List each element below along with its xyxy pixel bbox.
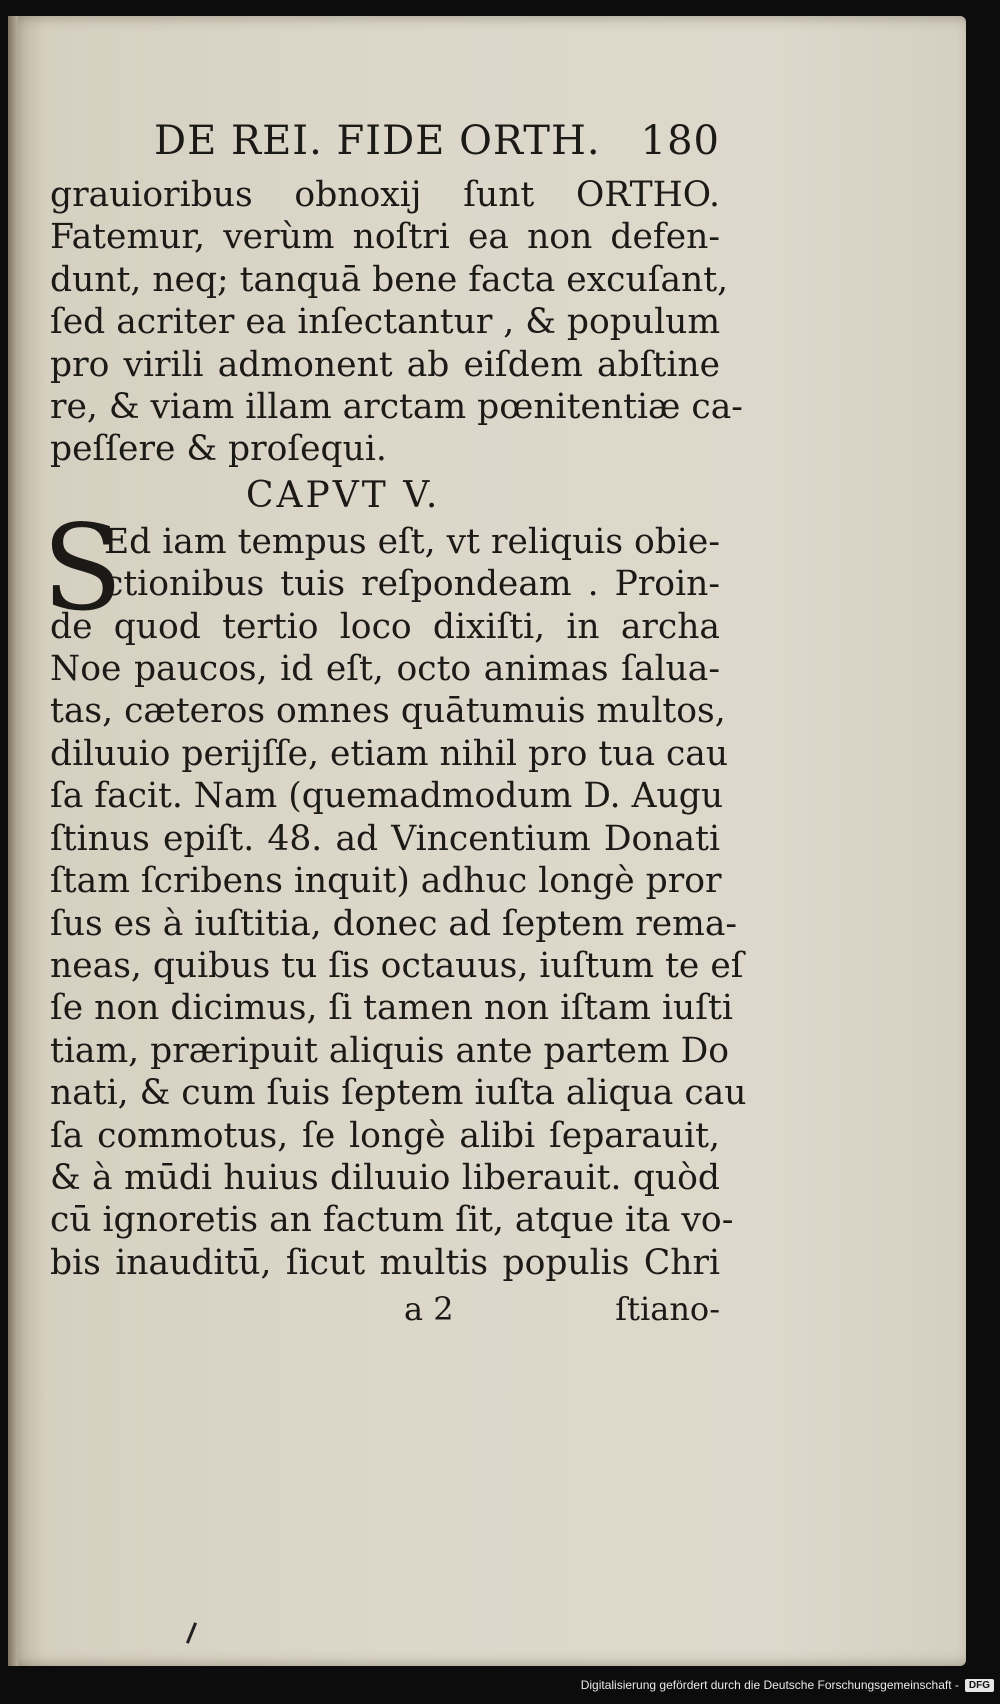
text-line: peſſere & proſequi.: [50, 429, 387, 470]
text-line: re, & viam illam arctam pœnitentiæ ca-: [50, 387, 743, 428]
text-line: ſa facit. Nam (quemadmodum D. Augu: [50, 776, 724, 817]
funding-credit: Digitalisierung gefördert durch die Deutsche Forschungsgemeinschaft -: [580, 1678, 959, 1692]
text-line: ſtinus epiſt. 48. ad Vincentium Donati: [50, 818, 720, 859]
text-line: de quod tertio loco dixiſti, in archa: [50, 606, 720, 647]
text-block: [42, 118, 747, 1334]
text-line: grauioribus obnoxij ſunt ORTHO.: [50, 175, 720, 215]
text-line: diluuio perijſſe, etiam nihil pro tua cau: [50, 733, 729, 774]
text-line: Noe paucos, id eſt, octo animas ſalua-: [50, 649, 720, 690]
running-head-title: DE REI. FIDE ORTH.: [154, 118, 601, 164]
text-line: tas, cæteros omnes quātumuis multos,: [50, 691, 726, 732]
digitization-footer: [581, 1676, 994, 1694]
text-line: ſed acriter ea inſectantur , & populum: [50, 302, 721, 343]
text-line: ſtam ſcribens inquit) adhuc longè pror: [50, 861, 722, 902]
text-line: nati, & cum ſuis ſeptem iuſta aliqua cau: [50, 1073, 747, 1114]
text-line: bis inauditū, ſicut multis populis Chri: [50, 1242, 720, 1283]
signature-line: [50, 1288, 720, 1334]
page-gutter-shadow: [8, 16, 18, 1666]
text-line: pro virili admonent ab eiſdem abſtine: [50, 344, 720, 385]
page-number: 180: [640, 118, 720, 164]
text-line: neas, quibus tu ſis octauus, iuſtum te eſ: [50, 945, 744, 986]
signature-mark: a 2: [404, 1290, 454, 1329]
text-line: ctionibus tuis reſpondeam . Proin-: [104, 564, 720, 605]
text-line: Ed iam tempus eſt, vt reliquis obie-: [104, 521, 720, 562]
continuation-paragraph: [50, 174, 743, 471]
text-line: Fatemur, verùm noſtri ea non defen-: [50, 217, 720, 258]
drop-initial: S: [42, 498, 123, 637]
chapter-paragraph: [42, 498, 747, 1284]
catchword: ſtiano-: [615, 1290, 720, 1329]
text-line: cū ignoretis an factum ſit, atque ita vo-: [50, 1200, 734, 1241]
running-head: [50, 118, 720, 174]
dfg-logo: DFG: [965, 1679, 994, 1692]
text-line: ſus es à iuſtitia, donec ad ſeptem rema-: [50, 903, 738, 944]
text-line: tiam, præripuit aliquis ante partem Do: [50, 1030, 730, 1071]
text-line: ſe non dicimus, ſi tamen non iſtam iuſti: [50, 988, 733, 1029]
text-line: & à mūdi huius diluuio liberauit. quòd: [50, 1157, 720, 1198]
text-line: ſa commotus, ſe longè alibi ſeparauit,: [50, 1115, 720, 1156]
text-line: dunt, neq; tanquā bene facta excuſant,: [50, 259, 729, 300]
chapter-heading: CAPVT V.: [246, 474, 441, 516]
